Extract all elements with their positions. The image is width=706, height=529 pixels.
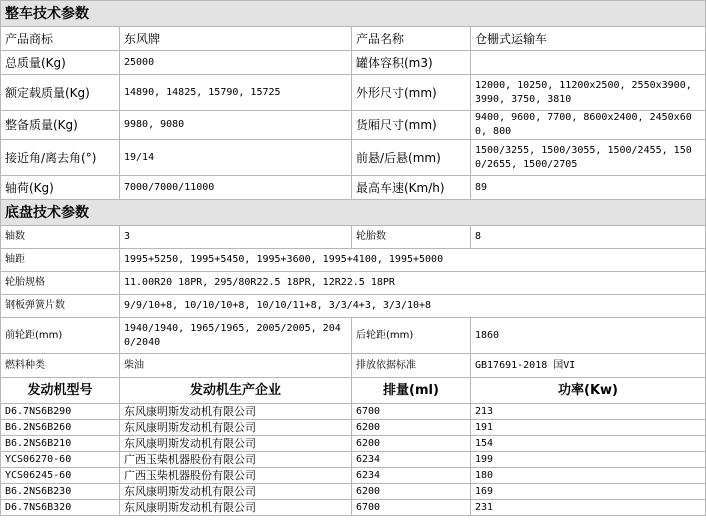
approach-departure-value: 19/14 [120,140,352,176]
rated-load-label: 额定载质量(Kg) [1,75,120,111]
engine-model: B6.2NS6B260 [1,420,120,436]
cargo-box-dimensions-value: 9400, 9600, 7700, 8600x2400, 2450x600, 800 [471,111,706,140]
table-row [1,500,706,516]
engine-model: YCS06245-60 [1,468,120,484]
curb-mass-label: 整备质量(Kg) [1,111,120,140]
table-row [1,420,706,436]
table-row [1,436,706,452]
axle-load-value: 7000/7000/11000 [120,176,352,200]
tire-spec-value: 11.00R20 18PR, 295/80R22.5 18PR, 12R22.5 18PR [120,272,706,295]
engine-displacement: 6700 [352,404,471,420]
table-row [1,404,706,420]
rear-track-label: 后轮距(mm) [352,318,471,354]
engine-model: YCS06270-60 [1,452,120,468]
fuel-type-value: 柴油 [120,354,352,378]
overall-dimensions-value: 12000, 10250, 11200x2500, 2550x3900, 3990, 3750, 3810 [471,75,706,111]
table-row [1,140,706,176]
table-row [1,318,706,354]
wheelbase-label: 轴距 [1,249,120,272]
engine-displacement: 6200 [352,436,471,452]
engine-displacement: 6200 [352,420,471,436]
brand-label: 产品商标 [1,27,120,51]
engine-displacement: 6200 [352,484,471,500]
engine-power: 154 [471,436,706,452]
displacement-header: 排量(ml) [352,378,471,404]
gross-mass-value: 25000 [120,51,352,75]
leaf-springs-label: 钢板弹簧片数 [1,295,120,318]
engine-maker: 东风康明斯发动机有限公司 [120,500,352,516]
cargo-box-dimensions-label: 货厢尺寸(mm) [352,111,471,140]
tire-count-label: 轮胎数 [352,226,471,249]
tire-spec-label: 轮胎规格 [1,272,120,295]
axle-count-label: 轴数 [1,226,120,249]
engine-maker: 广西玉柴机器股份有限公司 [120,468,352,484]
table-row [1,295,706,318]
front-track-label: 前轮距(mm) [1,318,120,354]
chassis-section-header [1,200,706,226]
table-row [1,272,706,295]
tank-volume-label: 罐体容积(m3) [352,51,471,75]
engine-maker: 东风康明斯发动机有限公司 [120,436,352,452]
engine-maker: 东风康明斯发动机有限公司 [120,420,352,436]
vehicle-section-header [1,1,706,27]
approach-departure-label: 接近角/离去角(°) [1,140,120,176]
front-track-value: 1940/1940, 1965/1965, 2005/2005, 2040/2040 [120,318,352,354]
brand-value: 东风牌 [120,27,352,51]
table-row [1,176,706,200]
table-row [1,51,706,75]
max-speed-value: 89 [471,176,706,200]
table-row [1,484,706,500]
engine-maker: 东风康明斯发动机有限公司 [120,404,352,420]
engine-model: B6.2NS6B230 [1,484,120,500]
overhang-value: 1500/3255, 1500/3055, 1500/2455, 1500/2655, 1500/2705 [471,140,706,176]
vehicle-section-title: 整车技术参数 [1,1,706,27]
engine-maker: 广西玉柴机器股份有限公司 [120,452,352,468]
engine-displacement: 6234 [352,452,471,468]
engine-displacement: 6700 [352,500,471,516]
engine-displacement: 6234 [352,468,471,484]
table-row [1,452,706,468]
table-row [1,111,706,140]
max-speed-label: 最高车速(Km/h) [352,176,471,200]
gross-mass-label: 总质量(Kg) [1,51,120,75]
axle-load-label: 轴荷(Kg) [1,176,120,200]
emission-standard-label: 排放依据标准 [352,354,471,378]
axle-count-value: 3 [120,226,352,249]
power-header: 功率(Kw) [471,378,706,404]
engine-maker: 东风康明斯发动机有限公司 [120,484,352,500]
engine-model-header: 发动机型号 [1,378,120,404]
engine-table-header [1,378,706,404]
table-row [1,249,706,272]
rear-track-value: 1860 [471,318,706,354]
engine-maker-header: 发动机生产企业 [120,378,352,404]
product-name-value: 仓栅式运输车 [471,27,706,51]
engine-power: 213 [471,404,706,420]
emission-standard-value: GB17691-2018 国VI [471,354,706,378]
product-name-label: 产品名称 [352,27,471,51]
engine-power: 169 [471,484,706,500]
curb-mass-value: 9980, 9080 [120,111,352,140]
engine-model: B6.2NS6B210 [1,436,120,452]
engine-power: 180 [471,468,706,484]
fuel-type-label: 燃料种类 [1,354,120,378]
overall-dimensions-label: 外形尺寸(mm) [352,75,471,111]
table-row [1,354,706,378]
leaf-springs-value: 9/9/10+8, 10/10/10+8, 10/10/11+8, 3/3/4+3, 3/3/10+8 [120,295,706,318]
table-row [1,468,706,484]
table-row [1,226,706,249]
engine-power: 231 [471,500,706,516]
engine-model: D6.7NS6B320 [1,500,120,516]
tank-volume-value [471,51,706,75]
table-row [1,27,706,51]
overhang-label: 前悬/后悬(mm) [352,140,471,176]
engine-power: 191 [471,420,706,436]
engine-model: D6.7NS6B290 [1,404,120,420]
chassis-section-title: 底盘技术参数 [1,200,706,226]
wheelbase-value: 1995+5250, 1995+5450, 1995+3600, 1995+4100, 1995+5000 [120,249,706,272]
engine-power: 199 [471,452,706,468]
tire-count-value: 8 [471,226,706,249]
table-row [1,75,706,111]
rated-load-value: 14890, 14825, 15790, 15725 [120,75,352,111]
